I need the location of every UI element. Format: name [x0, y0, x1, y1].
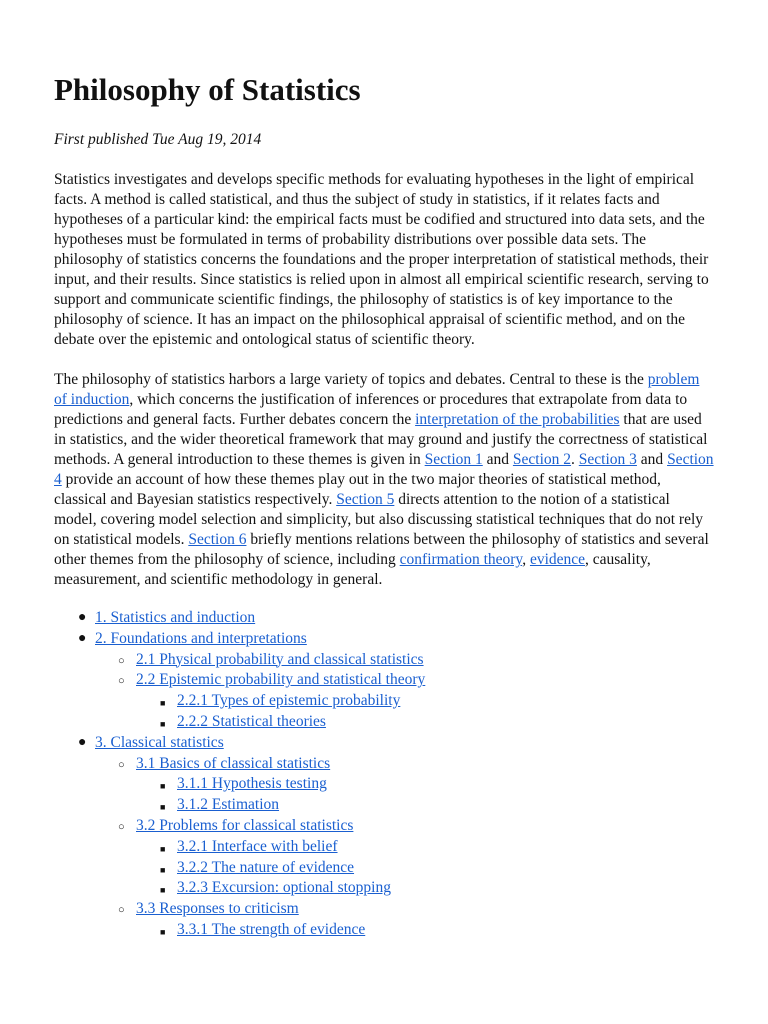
toc-item	[54, 858, 716, 879]
bullet-square-icon: ■	[160, 843, 166, 854]
toc-link[interactable]: 2.2.1 Types of epistemic probability	[177, 692, 401, 710]
paragraph-text: that are used in statistics, and the wider theoretical framework that may ground and justify the correctness of statistical methods. A general introduction to these themes is given in	[54, 411, 708, 468]
link-confirmation-theory[interactable]: confirmation theory	[399, 551, 523, 568]
bullet-circle-icon: ○	[118, 758, 125, 771]
toc-item	[54, 754, 716, 775]
paragraph-text: briefly mentions relations between the philosophy of statistics and several other themes from the philosophy of science, including	[54, 531, 709, 568]
toc-link[interactable]: 3.2 Problems for classical statistics	[136, 816, 354, 834]
publication-date: First published Tue Aug 19, 2014	[54, 131, 262, 148]
toc-item	[54, 920, 716, 941]
paragraph-text: .	[571, 451, 579, 468]
paragraph-text: The philosophy of statistics harbors a large variety of topics and debates. Central to these is the	[54, 371, 648, 388]
link-section-1[interactable]: Section 1	[424, 451, 483, 468]
bullet-circle-icon: ○	[118, 820, 125, 833]
paragraph-text: and	[636, 451, 668, 468]
toc-item	[54, 795, 716, 816]
toc-link[interactable]: 3.2.3 Excursion: optional stopping	[177, 879, 391, 897]
toc-item	[54, 691, 716, 712]
bullet-square-icon: ■	[160, 864, 166, 875]
bullet-square-icon: ■	[160, 698, 166, 709]
toc-item	[54, 837, 716, 858]
link-section-5[interactable]: Section 5	[336, 491, 395, 508]
toc-item	[54, 774, 716, 795]
toc-link[interactable]: 3.1.1 Hypothesis testing	[177, 775, 327, 793]
toc-item	[54, 899, 716, 920]
toc-link[interactable]: 2. Foundations and interpretations	[95, 629, 307, 647]
paragraph-text: , which concerns the justification of inferences or procedures that extrapolate from data to predictions and general facts. Further debates concern the	[54, 391, 688, 428]
bullet-disc-icon: ●	[78, 630, 87, 646]
bullet-disc-icon: ●	[78, 610, 87, 625]
toc-item	[54, 650, 716, 671]
toc-link[interactable]: 3.3.1 The strength of evidence	[177, 920, 366, 938]
toc-link[interactable]: 3.2.2 The nature of evidence	[177, 858, 355, 876]
toc-link[interactable]: 3.3 Responses to criticism	[136, 900, 299, 918]
link-section-4[interactable]: Section 4	[54, 451, 714, 488]
toc-link[interactable]: 2.2.2 Statistical theories	[177, 712, 326, 730]
toc-link[interactable]: 2.1 Physical probability and classical statistics	[136, 650, 424, 668]
bullet-square-icon: ■	[160, 802, 166, 813]
toc-item	[54, 733, 716, 754]
bullet-circle-icon: ○	[118, 675, 125, 688]
page-title: Philosophy of Statistics	[54, 72, 361, 107]
bullet-square-icon: ■	[160, 718, 166, 729]
toc-link[interactable]: 3.2.1 Interface with belief	[177, 837, 338, 855]
toc-link[interactable]: 3.1 Basics of classical statistics	[136, 754, 331, 772]
bullet-square-icon: ■	[160, 926, 166, 937]
paragraph-text: directs attention to the notion of a statistical model, covering model selection and simplicity, but also discussing statistical techniques that do not rely on statistical models.	[54, 491, 704, 548]
toc-item	[54, 712, 716, 733]
link-section-6[interactable]: Section 6	[188, 531, 247, 548]
paragraph-text: provide an account of how these themes play out in the two major theories of statistical method, classical and Bayesian statistics respectively.	[54, 471, 661, 508]
toc-item	[54, 608, 716, 629]
paragraph-text: ,	[522, 551, 530, 568]
bullet-disc-icon: ●	[78, 734, 87, 750]
bullet-circle-icon: ○	[118, 904, 125, 917]
toc-item	[54, 878, 716, 899]
bullet-square-icon: ■	[160, 781, 166, 792]
link-problem-of-induction[interactable]: problem of induction	[54, 371, 700, 408]
intro-paragraph-2	[54, 370, 716, 590]
toc-item	[54, 629, 716, 650]
bullet-square-icon: ■	[160, 885, 166, 896]
link-interpretation-of-probability[interactable]: interpretation of the probabilities	[415, 411, 620, 428]
table-of-contents	[54, 608, 716, 941]
toc-link[interactable]: 1. Statistics and induction	[95, 609, 256, 626]
toc-item	[54, 816, 716, 837]
toc-link[interactable]: 3.1.2 Estimation	[177, 796, 280, 814]
link-evidence[interactable]: evidence	[529, 551, 586, 568]
toc-link[interactable]: 3. Classical statistics	[95, 733, 224, 751]
toc-item	[54, 670, 716, 691]
toc-link[interactable]: 2.2 Epistemic probability and statistical theory	[136, 671, 426, 689]
link-section-2[interactable]: Section 2	[512, 451, 572, 468]
intro-paragraph-1: Statistics investigates and develops specific methods for evaluating hypotheses in the light of empirical facts. A method is called statistical, and thus the subject of study in statistics, if it relates facts and hypotheses of a particular kind: the empirical facts must be codified and structured into data sets, and the hypotheses must be formulated in terms of probability distributions over possible data sets. The philosophy of statistics concerns the foundations and the proper interpretation of statistical methods, their input, and their results. Since statistics is relied upon in almost all empirical scientific research, serving to support and communicate scientific findings, the philosophy of statistics is of key importance to the philosophy of science. It has an impact on the philosophical appraisal of scientific method, and on the debate over the epistemic and ontological status of scientific theory.	[54, 171, 709, 348]
paragraph-text: , causality, measurement, and scientific methodology in general.	[54, 551, 651, 588]
link-section-3[interactable]: Section 3	[578, 451, 637, 468]
bullet-circle-icon: ○	[118, 654, 125, 667]
paragraph-text: and	[482, 451, 513, 468]
